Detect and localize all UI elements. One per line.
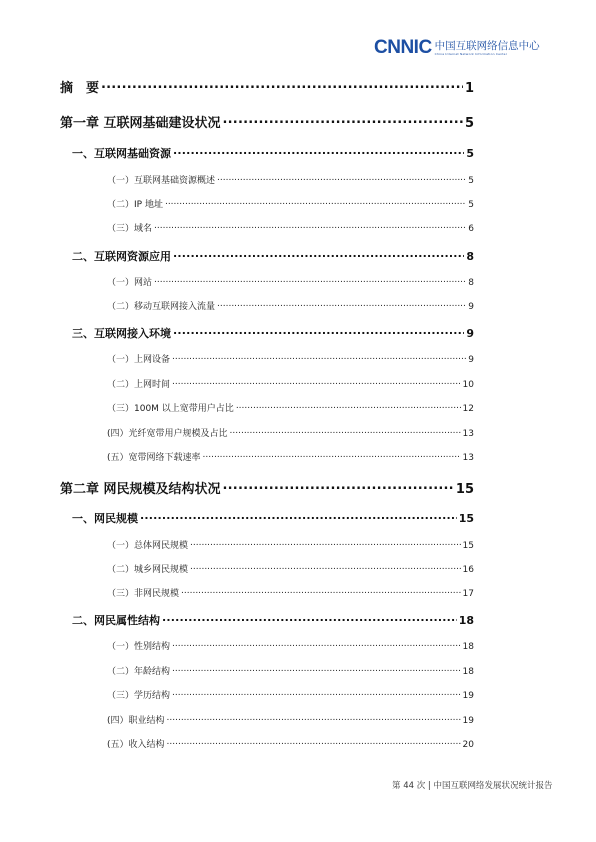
toc-entry-label: （三）学历结构 [107,691,171,701]
toc-entry[interactable] [107,639,474,652]
toc-entry-page: 5 [468,176,474,186]
toc-entry[interactable] [72,612,474,628]
toc-entry[interactable] [107,426,474,439]
toc-entry[interactable] [107,538,474,551]
toc-leader-dots [236,402,461,411]
toc-entry-page: 8 [466,250,474,263]
toc-entry-label: （二）上网时间 [107,380,171,390]
toc-leader-dots [217,300,466,309]
page-footer: 第 44 次 | 中国互联网络发展状况统计报告 [392,781,553,791]
toc-leader-dots [190,563,461,572]
toc-entry-label: （三）100M 以上宽带用户占比 [107,404,234,414]
toc-entry[interactable] [72,145,474,161]
toc-entry-label: （三）非网民规模 [107,589,180,599]
toc-entry[interactable] [107,173,474,186]
toc-entry[interactable] [107,450,474,463]
toc-entry-label: 第一章 互联网基础建设状况 [60,116,221,131]
toc-entry-label: 三、互联网接入环境 [72,327,171,340]
toc-entry-label: 摘 要 [60,81,100,96]
toc-entry[interactable] [72,510,474,526]
toc-entry-label: 二、互联网资源应用 [72,250,171,263]
toc-entry-page: 12 [462,404,474,414]
toc-leader-dots [172,353,466,362]
toc-entry[interactable] [72,325,474,341]
toc-leader-dots [165,198,466,207]
toc-entry-page: 15 [462,541,474,551]
toc-entry-page: 20 [462,740,474,750]
toc-leader-dots [172,378,461,387]
logo-english-name: China Internet Network Information Center [434,52,508,56]
toc-leader-dots [190,539,461,548]
toc-entry[interactable] [107,299,474,312]
logo-mark: CNNIC [374,37,432,58]
toc-entry[interactable] [107,664,474,677]
toc-entry[interactable] [107,688,474,701]
toc-entry-label: (五）宽带网络下载速率 [107,453,201,463]
toc-entry-label: (四）职业结构 [107,716,165,726]
toc-leader-dots [217,174,466,183]
toc-entry-page: 18 [462,642,474,652]
toc-entry-label: (四）光纤宽带用户规模及占比 [107,429,228,439]
logo-text [435,40,540,56]
toc-entry[interactable] [107,352,474,365]
toc-entry[interactable] [60,478,474,497]
toc-entry-page: 10 [462,380,474,390]
toc-leader-dots [173,146,464,157]
toc-leader-dots [223,480,454,493]
toc-leader-dots [172,689,461,698]
toc-leader-dots [154,222,466,231]
toc-entry-page: 5 [464,116,474,131]
toc-entry[interactable] [107,221,474,234]
toc-leader-dots [181,587,461,596]
toc-leader-dots [167,738,461,747]
toc-entry-page: 18 [458,614,474,627]
toc-entry[interactable] [107,197,474,210]
toc-leader-dots [101,79,463,92]
toc-entry-page: 19 [462,691,474,701]
toc-entry[interactable] [60,77,474,96]
toc-entry-page: 13 [462,429,474,439]
toc-leader-dots [162,613,457,624]
toc-entry-page: 16 [462,565,474,575]
toc-entry-page: 6 [468,224,474,234]
toc-entry-label: 第二章 网民规模及结构状况 [60,482,221,497]
toc-leader-dots [230,427,461,436]
toc-entry-label: （一）网站 [107,278,153,288]
toc-entry[interactable] [107,401,474,414]
toc-entry[interactable] [107,275,474,288]
toc-entry[interactable] [107,737,474,750]
toc-entry-page: 15 [458,512,474,525]
toc-entry-label: （二）移动互联网接入流量 [107,302,216,312]
toc-entry-label: （一）性别结构 [107,642,171,652]
toc-entry-page: 9 [466,327,474,340]
toc-entry[interactable] [107,377,474,390]
toc-entry-page: 17 [462,589,474,599]
toc-leader-dots [172,665,461,674]
toc-entry[interactable] [72,248,474,264]
toc-entry-page: 9 [468,355,474,365]
cnnic-logo [374,38,540,58]
toc-entry-page: 19 [462,716,474,726]
toc-leader-dots [173,249,464,260]
toc-entry-label: （二）城乡网民规模 [107,565,189,575]
toc-entry-page: 15 [455,482,474,497]
toc-entry-label: （二）IP 地址 [107,200,163,210]
toc-entry[interactable] [107,713,474,726]
toc-entry-label: (五）收入结构 [107,740,165,750]
toc-entry-label: 一、网民规模 [72,512,138,525]
toc-entry-label: （一）总体网民规模 [107,541,189,551]
toc-entry-label: （一）互联网基础资源概述 [107,176,216,186]
toc-leader-dots [173,326,464,337]
toc-leader-dots [172,640,461,649]
toc-entry-label: （一）上网设备 [107,355,171,365]
toc-leader-dots [223,114,463,127]
toc-entry-page: 5 [466,147,474,160]
logo-chinese-name: 中国互联网络信息中心 [434,40,540,52]
toc-entry-page: 5 [468,200,474,210]
toc-leader-dots [154,276,466,285]
toc-entry-page: 18 [462,667,474,677]
toc-entry-label: （二）年龄结构 [107,667,171,677]
toc-leader-dots [167,714,461,723]
toc-entry-label: （三）域名 [107,224,153,234]
toc-entry-page: 8 [468,278,474,288]
toc-entry-page: 1 [464,81,474,96]
toc-entry-page: 9 [468,302,474,312]
toc-leader-dots [203,451,461,460]
toc-entry-label: 一、互联网基础资源 [72,147,171,160]
toc-leader-dots [140,511,457,522]
toc-entry-page: 13 [462,453,474,463]
toc-entry[interactable] [107,562,474,575]
toc-entry[interactable] [107,586,474,599]
toc-entry-label: 二、网民属性结构 [72,614,160,627]
toc-entry[interactable] [60,112,474,131]
